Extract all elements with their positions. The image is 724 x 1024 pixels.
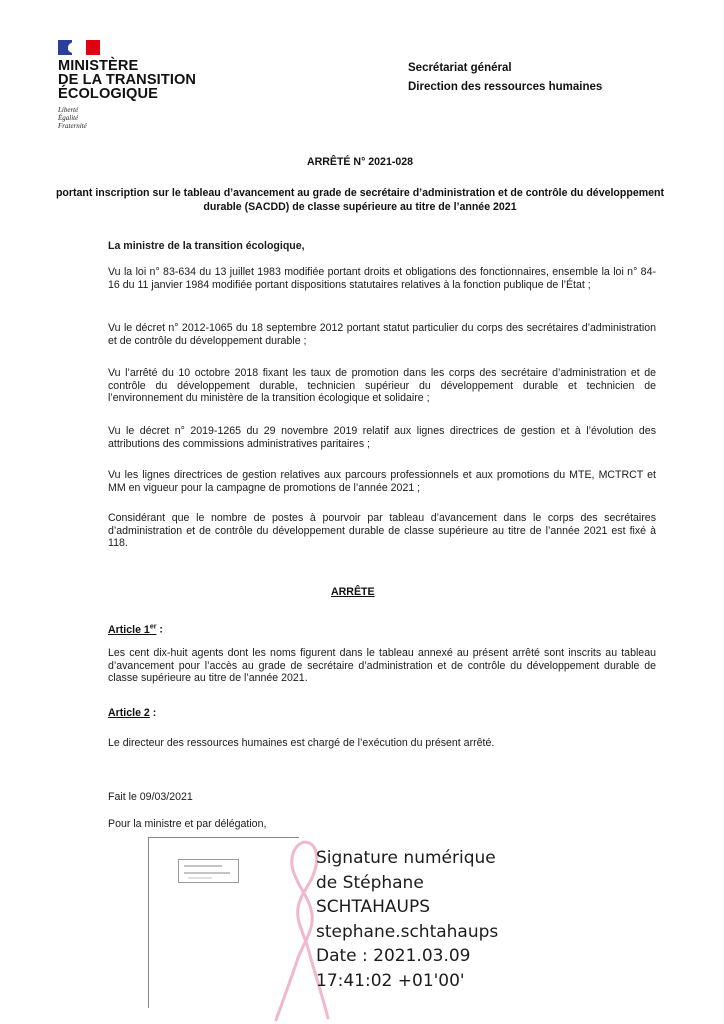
decree-heading: ARRÊTE — [331, 586, 375, 598]
visa-2: Vu le décret n° 2012-1065 du 18 septembre 2012 portant statut particulier du corps des secrétaires d’administration et de contrôle du développement durable ; — [108, 322, 656, 347]
decree-title: ARRÊTÉ N° 2021-028 — [306, 156, 414, 168]
ministry-logo — [58, 40, 218, 130]
ministry-name-line-3: ÉCOLOGIQUE — [58, 86, 158, 102]
decree-subtitle: portant inscription sur le tableau d’avancement au grade de secrétaire d’administration et de contrôle du développement durable (SACDD) de classe supérieure au titre de l’année 2021 — [55, 187, 665, 213]
signature-line-3: SCHTAHAUPS — [316, 897, 431, 918]
republic-motto: Liberté Égalité Fraternité — [58, 106, 87, 130]
visa-3: Vu l’arrêté du 10 octobre 2018 fixant les taux de promotion dans les corps des secrétaire d’administration et de contrôle du développement durable, technicien supérieur du développement durable et technicien de l’environnement du ministère de la transition écologique et solidaire ; — [108, 367, 656, 404]
issuing-service — [408, 59, 602, 97]
signature-line-2: de Stéphane — [316, 872, 424, 893]
french-flag-icon — [58, 40, 100, 55]
ministry-name-line-1: MINISTÈRE — [58, 58, 139, 74]
service-hr-direction: Direction des ressources humaines — [408, 81, 603, 93]
digital-signature-text — [316, 846, 498, 994]
signature-stamp-image — [178, 859, 239, 883]
signature-line-5: Date : 2021.03.09 — [316, 946, 471, 967]
visa-5: Vu les lignes directrices de gestion relatives aux parcours professionnels et aux promotions du MTE, MCTRCT et MM en vigueur pour la campagne de promotions de l’année 2021 ; — [108, 469, 656, 494]
minister-line: La ministre de la transition écologique, — [108, 240, 305, 252]
service-general-secretariat: Secrétariat général — [408, 62, 512, 74]
visa-1: Vu la loi n° 83-634 du 13 juillet 1983 modifiée portant droits et obligations des fonctionnaires, ensemble la loi n° 84-16 du 11 janvier 1984 modifiée portant dispositions statutaires relatives à la fonction publique de l’État ; — [108, 266, 656, 291]
delegation-line: Pour la ministre et par délégation, — [108, 818, 267, 830]
visa-4: Vu le décret n° 2019-1265 du 29 novembre 2019 relatif aux lignes directrices de gestion et à l’évolution des attributions des commissions administratives paritaires ; — [108, 425, 656, 450]
signature-line-1: Signature numérique — [316, 848, 496, 868]
article-1-text: Les cent dix-huit agents dont les noms figurent dans le tableau annexé au présent arrêté sont inscrits au tableau d’avancement pour l’accès au grade de secrétaire d’administration et de contrôle du développement durable de classe supérieure au titre de l’année 2021. — [108, 647, 656, 684]
done-date: Fait le 09/03/2021 — [108, 791, 193, 803]
signature-line-6: 17:41:02 +01'00' — [316, 970, 465, 991]
signature-line-4: stephane.schtahaups — [316, 921, 499, 942]
article-2-text: Le directeur des ressources humaines est chargé de l’exécution du présent arrêté. — [108, 737, 495, 749]
ministry-name-line-2: DE LA TRANSITION — [58, 72, 197, 88]
article-1-heading: Article 1er : — [108, 623, 163, 636]
considerant: Considérant que le nombre de postes à pourvoir par tableau d’avancement dans le corps des secrétaires d’administration et de contrôle du développement durable de classe supérieure au titre de l’année 2021 est fixé à 118. — [108, 512, 656, 549]
article-2-heading: Article 2 : — [108, 707, 157, 719]
